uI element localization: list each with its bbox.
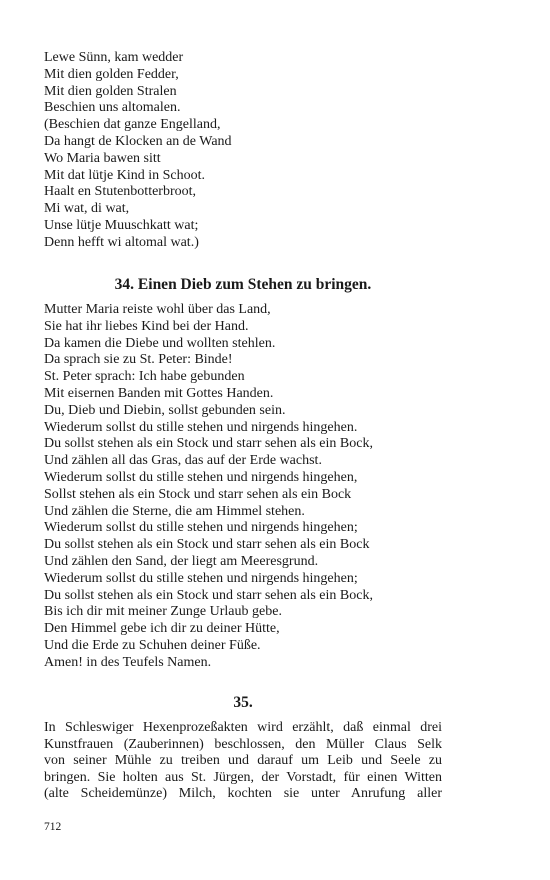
verse-line: Und die Erde zu Schuhen deiner Füße. — [44, 637, 261, 653]
verse-line: Mutter Maria reiste wohl über das Land, — [44, 302, 271, 317]
verse-line: Lewe Sünn, kam wedder — [44, 50, 184, 65]
verse-line: Mit dien golden Fedder, — [44, 66, 179, 82]
verse-line: St. Peter sprach: Ich habe gebunden — [44, 369, 245, 385]
verse-line: Bis ich dir mit meiner Zunge Urlaub gebe. — [44, 604, 282, 620]
verse-line: Du sollst stehen als ein Stock und starr sehen als ein Bock — [44, 537, 370, 553]
verse-line: Haalt en Stutenbotterbroot, — [44, 184, 197, 200]
page-number: 712 — [44, 821, 62, 833]
verse-line: Mi wat, di wat, — [44, 201, 130, 217]
prose-paragraph — [44, 720, 442, 803]
verse-line: Und zählen all das Gras, das auf der Erde wachst. — [44, 453, 322, 469]
verse-line: Wiederum sollst du stille stehen und nirgends hingehen; — [44, 570, 358, 586]
verse-line: Den Himmel gebe ich dir zu deiner Hütte, — [44, 621, 280, 637]
verse-line: Beschien uns altomalen. — [44, 100, 181, 116]
verse-line: Mit dien golden Stralen — [44, 83, 177, 99]
prose-line: In Schleswiger Hexenprozeßakten wird erzählt, daß einmal drei — [44, 720, 442, 735]
verse-line: Wo Maria bawen sitt — [44, 150, 161, 166]
section-heading-34: 34. Einen Dieb zum Stehen zu bringen. — [114, 276, 372, 293]
verse-low-german — [44, 50, 232, 252]
prose-line: von seiner Mühle zu treiben und darauf um Leib und Seele zu — [44, 753, 442, 769]
verse-line: Mit dat lütje Kind in Schoot. — [44, 167, 205, 183]
verse-line: Da kamen die Diebe und wollten stehlen. — [44, 335, 276, 351]
verse-line: Denn hefft wi altomal wat.) — [44, 234, 199, 250]
verse-line: Unse lütje Muuschkatt wat; — [44, 217, 199, 233]
verse-line: Mit eisernen Banden mit Gottes Handen. — [44, 385, 274, 401]
verse-line: Du, Dieb und Diebin, sollst gebunden sein. — [44, 402, 286, 418]
verse-line: Du sollst stehen als ein Stock und starr sehen als ein Bock, — [44, 436, 373, 452]
verse-line: Amen! in des Teufels Namen. — [44, 654, 212, 670]
verse-line: Und zählen die Sterne, die am Himmel stehen. — [44, 503, 305, 519]
verse-line: Da sprach sie zu St. Peter: Binde! — [44, 352, 233, 368]
verse-line: Wiederum sollst du stille stehen und nirgends hingehen. — [44, 419, 358, 435]
verse-line: Wiederum sollst du stille stehen und nirgends hingehen; — [44, 520, 358, 536]
verse-thief-charm — [44, 302, 373, 672]
verse-line: Sie hat ihr liebes Kind bei der Hand. — [44, 318, 249, 334]
section-heading-35: 35. — [233, 694, 253, 711]
prose-line: Kunstfrauen (Zauberinnen) beschlossen, den Müller Claus Selk — [44, 736, 442, 752]
verse-line: Da hangt de Klocken an de Wand — [44, 133, 232, 149]
verse-line: Du sollst stehen als ein Stock und starr sehen als ein Bock, — [44, 587, 373, 603]
verse-line: Sollst stehen als ein Stock und starr sehen als ein Bock — [44, 486, 352, 502]
prose-line: (alte Scheidemünze) Milch, kochten sie unter Anrufung aller — [44, 786, 442, 802]
verse-line: (Beschien dat ganze Engelland, — [44, 117, 221, 133]
verse-line: Wiederum sollst du stille stehen und nirgends hingehen, — [44, 469, 358, 485]
prose-line: bringen. Sie holten aus St. Jürgen, der Vorstadt, für einen Witten — [44, 769, 442, 785]
verse-line: Und zählen den Sand, der liegt am Meeresgrund. — [44, 553, 319, 569]
